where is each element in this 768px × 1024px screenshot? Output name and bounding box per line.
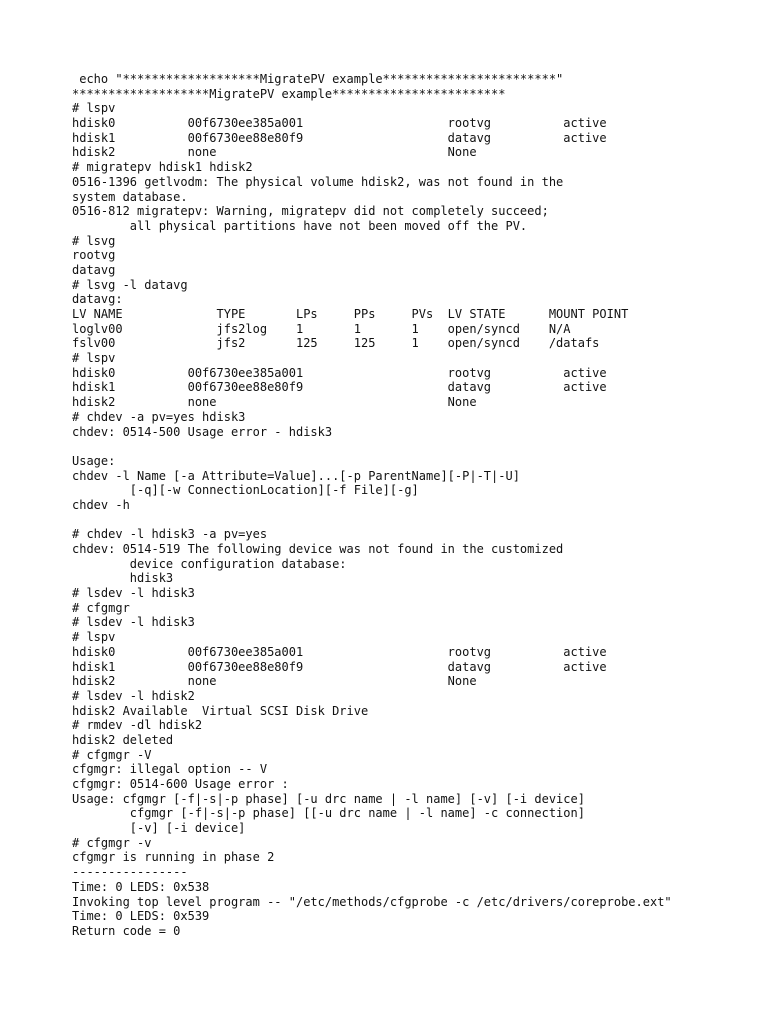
transcript-line: hdisk0 00f6730ee385a001 rootvg active — [72, 116, 607, 131]
transcript-line: 0516-812 migratepv: Warning, migratepv did not completely succeed; — [72, 204, 549, 219]
transcript-line: hdisk2 none None — [72, 395, 477, 410]
transcript-line: hdisk1 00f6730ee88e80f9 datavg active — [72, 659, 607, 674]
transcript-line — [72, 439, 752, 454]
transcript-line: # lsdev -l hdisk3 — [72, 586, 195, 601]
terminal-transcript — [72, 72, 752, 939]
transcript-line: # lsdev -l hdisk2 — [72, 688, 195, 703]
transcript-line: cfgmgr [-f|-s|-p phase] [[-u drc name | -l name] -c connection] — [72, 806, 585, 821]
transcript-line: # rmdev -dl hdisk2 — [72, 718, 203, 733]
transcript-line: Invoking top level program -- "/etc/methods/cfgprobe -c /etc/drivers/coreprobe.ext" — [72, 894, 672, 909]
transcript-line: loglv00 jfs2log 1 1 1 open/syncd N/A — [72, 321, 571, 336]
transcript-line: chdev -h — [72, 497, 130, 512]
transcript-line: 0516-1396 getlvodm: The physical volume hdisk2, was not found in the — [72, 174, 564, 189]
transcript-line: hdisk1 00f6730ee88e80f9 datavg active — [72, 380, 607, 395]
transcript-line: LV NAME TYPE LPs PPs PVs LV STATE MOUNT POINT — [72, 307, 629, 321]
transcript-line: ---------------- — [72, 865, 188, 880]
transcript-line: # chdev -l hdisk3 -a pv=yes — [72, 527, 268, 542]
transcript-line: # lsdev -l hdisk3 — [72, 615, 195, 630]
transcript-line: *******************MigratePV example************************ — [72, 86, 506, 101]
transcript-line: cfgmgr: 0514-600 Usage error : — [72, 777, 289, 791]
transcript-line: [-q][-w ConnectionLocation][-f File][-g] — [72, 483, 419, 498]
transcript-line: # cfgmgr — [72, 600, 130, 615]
transcript-line: echo "*******************MigratePV example************************" — [72, 72, 564, 86]
transcript-line: hdisk0 00f6730ee385a001 rootvg active — [72, 644, 607, 659]
transcript-line: cfgmgr is running in phase 2 — [72, 850, 275, 865]
transcript-line: Usage: — [72, 453, 116, 468]
transcript-line: hdisk2 none None — [72, 145, 477, 160]
transcript-line: hdisk2 deleted — [72, 732, 174, 747]
transcript-line: all physical partitions have not been moved off the PV. — [72, 218, 528, 233]
transcript-line: hdisk1 00f6730ee88e80f9 datavg active — [72, 130, 607, 145]
transcript-line: Time: 0 LEDS: 0x539 — [72, 909, 210, 924]
transcript-line: fslv00 jfs2 125 125 1 open/syncd /datafs — [72, 336, 600, 351]
transcript-line: # lspv — [72, 101, 116, 116]
transcript-line: chdev -l Name [-a Attribute=Value]...[-p ParentName][-P|-T|-U] — [72, 468, 520, 483]
transcript-line: [-v] [-i device] — [72, 821, 246, 836]
transcript-line: Usage: cfgmgr [-f|-s|-p phase] [-u drc name | -l name] [-v] [-i device] — [72, 791, 585, 806]
transcript-line: hdisk0 00f6730ee385a001 rootvg active — [72, 365, 607, 380]
transcript-line: cfgmgr: illegal option -- V — [72, 762, 268, 777]
transcript-line: # lspv — [72, 351, 116, 366]
transcript-line: Time: 0 LEDS: 0x538 — [72, 879, 210, 894]
transcript-line: hdisk2 none None — [72, 674, 477, 689]
transcript-line: device configuration database: — [72, 556, 347, 571]
transcript-line: hdisk3 — [72, 571, 174, 586]
transcript-line: # migratepv hdisk1 hdisk2 — [72, 160, 253, 175]
transcript-line: hdisk2 Available Virtual SCSI Disk Drive — [72, 703, 369, 718]
transcript-line: # lsvg -l datavg — [72, 277, 188, 292]
transcript-line: # chdev -a pv=yes hdisk3 — [72, 409, 246, 424]
transcript-line: chdev: 0514-519 The following device was not found in the customized — [72, 542, 564, 556]
transcript-line: # cfgmgr -v — [72, 835, 152, 850]
transcript-line: datavg — [72, 262, 116, 277]
transcript-line: rootvg — [72, 248, 116, 263]
transcript-line — [72, 513, 752, 528]
transcript-line: # lspv — [72, 630, 116, 645]
transcript-line: Return code = 0 — [72, 923, 181, 938]
transcript-line: chdev: 0514-500 Usage error - hdisk3 — [72, 424, 333, 439]
transcript-line: # cfgmgr -V — [72, 747, 152, 762]
transcript-line: # lsvg — [72, 233, 116, 248]
transcript-line: system database. — [72, 189, 188, 204]
transcript-line: datavg: — [72, 292, 123, 307]
